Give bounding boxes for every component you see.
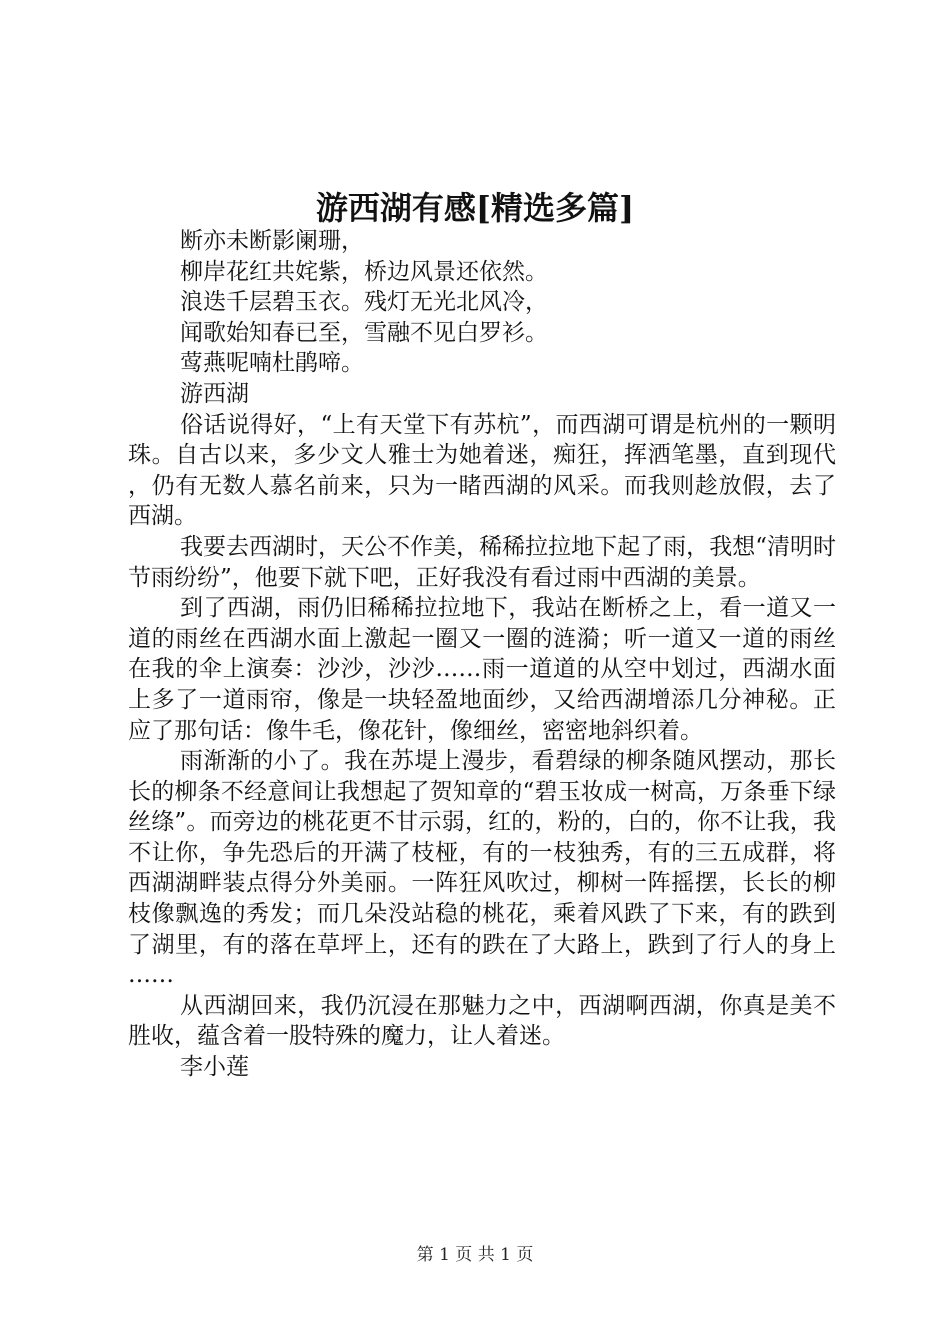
poem-line: 柳岸花红共姹紫，桥边风景还依然。 (180, 258, 548, 285)
page-footer: 第 1 页 共 1 页 (416, 1245, 534, 1265)
author-name: 李小莲 (180, 1054, 249, 1081)
poem-line: 断亦未断影阑珊， (180, 228, 364, 254)
paragraph: 到了西湖，雨仍旧稀稀拉拉地下，我站在断桥之上，看一道又一道的雨丝在西湖水面上激起一圈又一圈的涟漪；听一道又一道的雨丝在我的伞上演奏：沙沙，沙沙……雨一道道的从空中划过，西湖水面上多了一道雨帘，像是一块轻盈地面纱，又给西湖增添几分神秘。正应了那句话：像牛毛，像花针，像细丝，密密地斜织着。 (128, 595, 836, 744)
poem-line: 闻歌始知春已至，雪融不见白罗衫。 (180, 319, 548, 346)
document-title: 游西湖有感[精选多篇] (315, 189, 635, 227)
paragraph: 雨渐渐的小了。我在苏堤上漫步，看碧绿的柳条随风摆动，那长长的柳条不经意间让我想起了贺知章的“碧玉妆成一树高，万条垂下绿丝绦”。而旁边的桃花更不甘示弱，红的，粉的，白的，你不让我，我不让你，争先恐后的开满了枝桠，有的一枝独秀，有的三五成群，将西湖湖畔装点得分外美丽。一阵狂风吹过，柳树一阵摇摆，长长的柳枝像飘逸的秀发；而几朵没站稳的桃花，乘着风跌了下来，有的跌到了湖里，有的落在草坪上，还有的跌在了大路上，跌到了行人的身上…… (128, 748, 836, 989)
document-body (128, 226, 836, 1083)
paragraph: 我要去西湖时，天公不作美，稀稀拉拉地下起了雨，我想“清明时节雨纷纷”，他要下就下吧，正好我没有看过雨中西湖的美景。 (128, 533, 836, 591)
paragraph: 从西湖回来，我仍沉浸在那魅力之中，西湖啊西湖，你真是美不胜收，蕴含着一股特殊的魔力，让人着迷。 (128, 992, 836, 1050)
essay-title: 游西湖 (180, 380, 249, 407)
poem-line: 浪迭千层碧玉衣。残灯无光北风冷， (180, 289, 548, 316)
poem-line: 莺燕呢喃杜鹃啼。 (180, 350, 364, 377)
paragraph: 俗话说得好，“上有天堂下有苏杭”，而西湖可谓是杭州的一颗明珠。自古以来，多少文人雅士为她着迷，痴狂，挥洒笔墨，直到现代，仍有无数人慕名前来，只为一睹西湖的风采。而我则趁放假，去了西湖。 (128, 411, 836, 530)
